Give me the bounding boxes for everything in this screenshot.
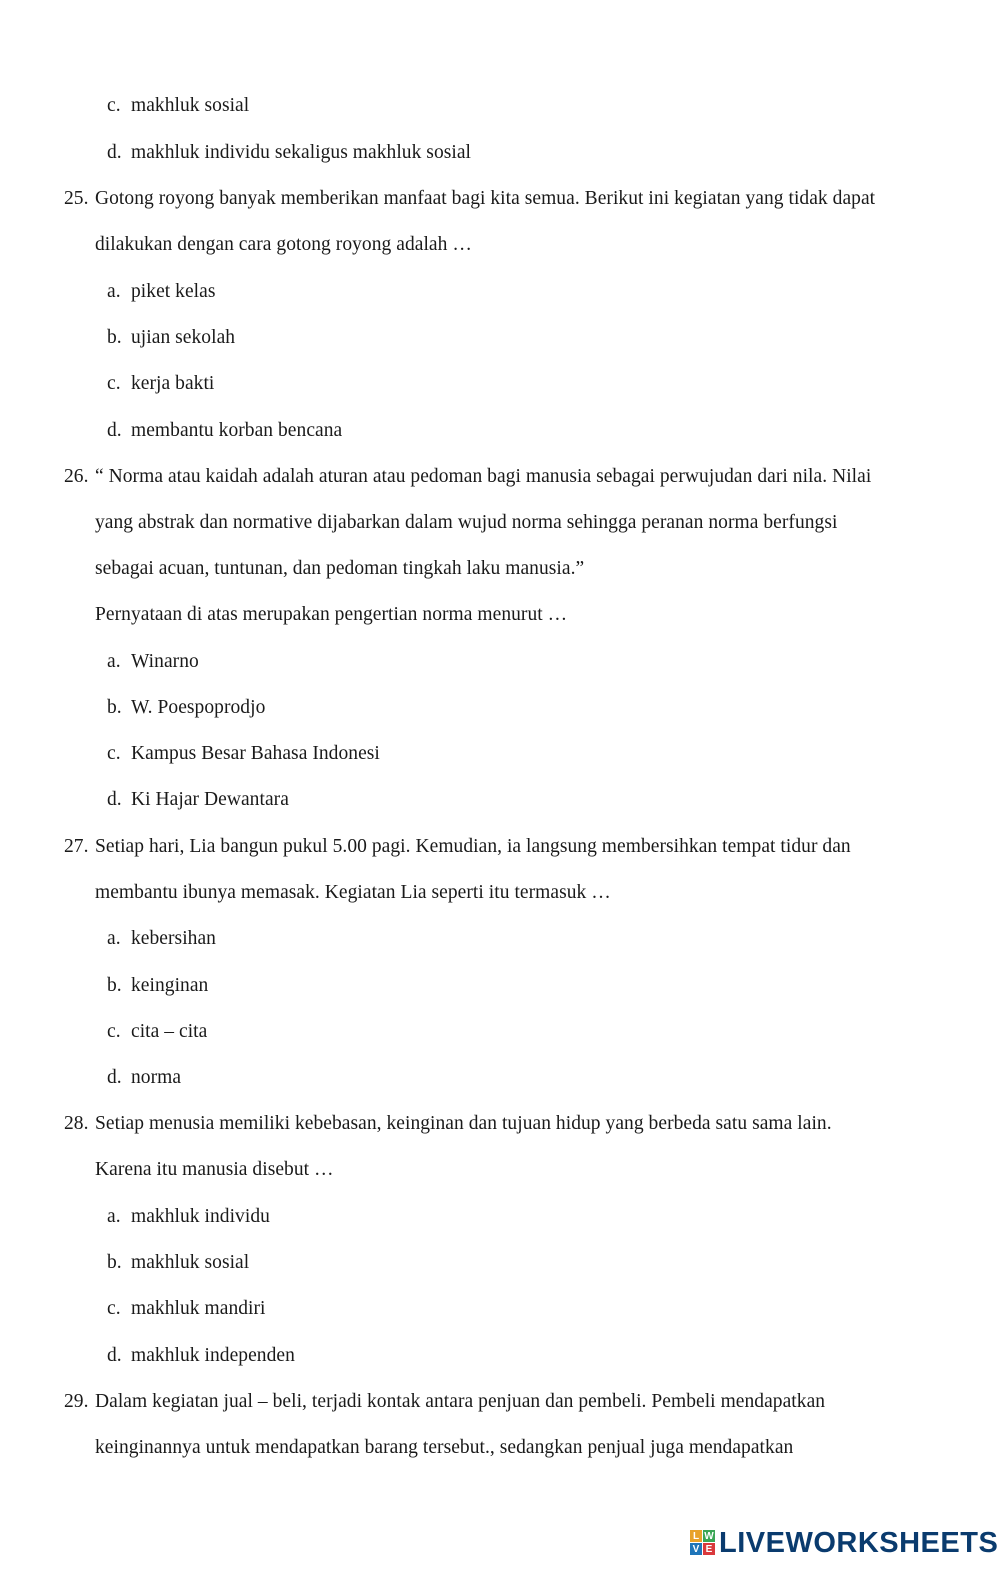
question-29-text-line-1: Dalam kegiatan jual – beli, terjadi kontak antara penjuan dan pembeli. Pembeli mendapatkan — [95, 1391, 826, 1412]
option-c-prev — [107, 94, 249, 118]
option-text: Kampus Besar Bahasa Indonesi — [131, 743, 380, 764]
option-letter: b. — [107, 697, 122, 718]
question-26-option-a — [107, 650, 199, 674]
option-d-prev — [107, 141, 471, 165]
option-letter: a. — [107, 928, 121, 949]
logo-icon-letter: L — [690, 1530, 702, 1542]
option-text: kebersihan — [131, 928, 216, 949]
question-26-text-line-1: “ Norma atau kaidah adalah aturan atau pedoman bagi manusia sebagai perwujudan dari nila. Nilai — [95, 466, 872, 487]
question-27-option-a — [107, 927, 216, 951]
question-28-text-line-2: Karena itu manusia disebut … — [95, 1159, 334, 1180]
option-text: norma — [131, 1067, 182, 1088]
question-number-27: 27. — [64, 836, 89, 857]
option-letter: d. — [107, 789, 122, 810]
option-text: W. Poespoprodjo — [131, 697, 266, 718]
logo-icon-letter: E — [703, 1543, 715, 1555]
option-text: makhluk independen — [131, 1345, 295, 1366]
question-26-option-d — [107, 788, 289, 812]
option-text: makhluk mandiri — [131, 1298, 266, 1319]
question-28-option-a — [107, 1205, 270, 1229]
option-letter: b. — [107, 327, 122, 348]
question-number-29: 29. — [64, 1391, 89, 1412]
option-text: Ki Hajar Dewantara — [131, 789, 289, 810]
question-27-option-d — [107, 1066, 181, 1090]
option-letter: a. — [107, 651, 121, 672]
option-text: makhluk individu sekaligus makhluk sosial — [131, 142, 472, 163]
option-letter: d. — [107, 1345, 122, 1366]
question-number-26: 26. — [64, 466, 89, 487]
question-26-text-line-4: Pernyataan di atas merupakan pengertian norma menurut … — [95, 604, 568, 625]
option-letter: c. — [107, 95, 121, 116]
option-letter: b. — [107, 1252, 122, 1273]
option-letter: b. — [107, 975, 122, 996]
question-26-text-line-2: yang abstrak dan normative dijabarkan dalam wujud norma sehingga peranan norma berfungsi — [95, 512, 838, 533]
question-27-option-c — [107, 1020, 207, 1044]
option-text: ujian sekolah — [131, 327, 236, 348]
option-letter: a. — [107, 281, 121, 302]
option-letter: c. — [107, 743, 121, 764]
question-25-option-b — [107, 326, 235, 350]
liveworksheets-logo[interactable] — [690, 1527, 998, 1559]
option-letter: d. — [107, 1067, 122, 1088]
option-text: cita – cita — [131, 1021, 208, 1042]
question-28-text-line-1: Setiap menusia memiliki kebebasan, keinginan dan tujuan hidup yang berbeda satu sama lain. — [95, 1113, 832, 1134]
option-letter: d. — [107, 142, 122, 163]
question-26-option-b — [107, 696, 265, 720]
option-text: kerja bakti — [131, 373, 215, 394]
question-25-option-c — [107, 372, 214, 396]
question-28-option-c — [107, 1297, 266, 1321]
option-text: membantu korban bencana — [131, 420, 343, 441]
question-27-text-line-2: membantu ibunya memasak. Kegiatan Lia seperti itu termasuk … — [95, 882, 611, 903]
question-number-25: 25. — [64, 188, 89, 209]
option-letter: a. — [107, 1206, 121, 1227]
question-29-text-line-2: keinginannya untuk mendapatkan barang tersebut., sedangkan penjual juga mendapatkan — [95, 1437, 794, 1458]
question-26-option-c — [107, 742, 380, 766]
logo-text: LIVEWORKSHEETS — [719, 1526, 999, 1559]
question-25-text-line-2: dilakukan dengan cara gotong royong adalah … — [95, 234, 472, 255]
question-28-option-b — [107, 1251, 249, 1275]
question-28-option-d — [107, 1344, 295, 1368]
question-27-option-b — [107, 974, 208, 998]
option-text: piket kelas — [131, 281, 216, 302]
option-text: keinginan — [131, 975, 209, 996]
question-25-option-a — [107, 280, 215, 304]
option-text: Winarno — [131, 651, 199, 672]
option-letter: d. — [107, 420, 122, 441]
option-letter: c. — [107, 1021, 121, 1042]
option-letter: c. — [107, 1298, 121, 1319]
question-25-option-d — [107, 419, 342, 443]
logo-icon-letter: W — [704, 1530, 714, 1542]
question-26-text-line-3: sebagai acuan, tuntunan, dan pedoman tingkah laku manusia.” — [95, 558, 585, 579]
liveworksheets-logo-icon — [690, 1530, 716, 1556]
question-25-text-line-1: Gotong royong banyak memberikan manfaat bagi kita semua. Berikut ini kegiatan yang tidak dapat — [95, 188, 876, 209]
option-text: makhluk sosial — [131, 1252, 250, 1273]
option-text: makhluk individu — [131, 1206, 270, 1227]
question-27-text-line-1: Setiap hari, Lia bangun pukul 5.00 pagi. Kemudian, ia langsung membersihkan tempat tidur dan — [95, 836, 851, 857]
option-text: makhluk sosial — [131, 95, 250, 116]
logo-icon-letter: V — [690, 1543, 702, 1555]
question-number-28: 28. — [64, 1113, 89, 1134]
option-letter: c. — [107, 373, 121, 394]
